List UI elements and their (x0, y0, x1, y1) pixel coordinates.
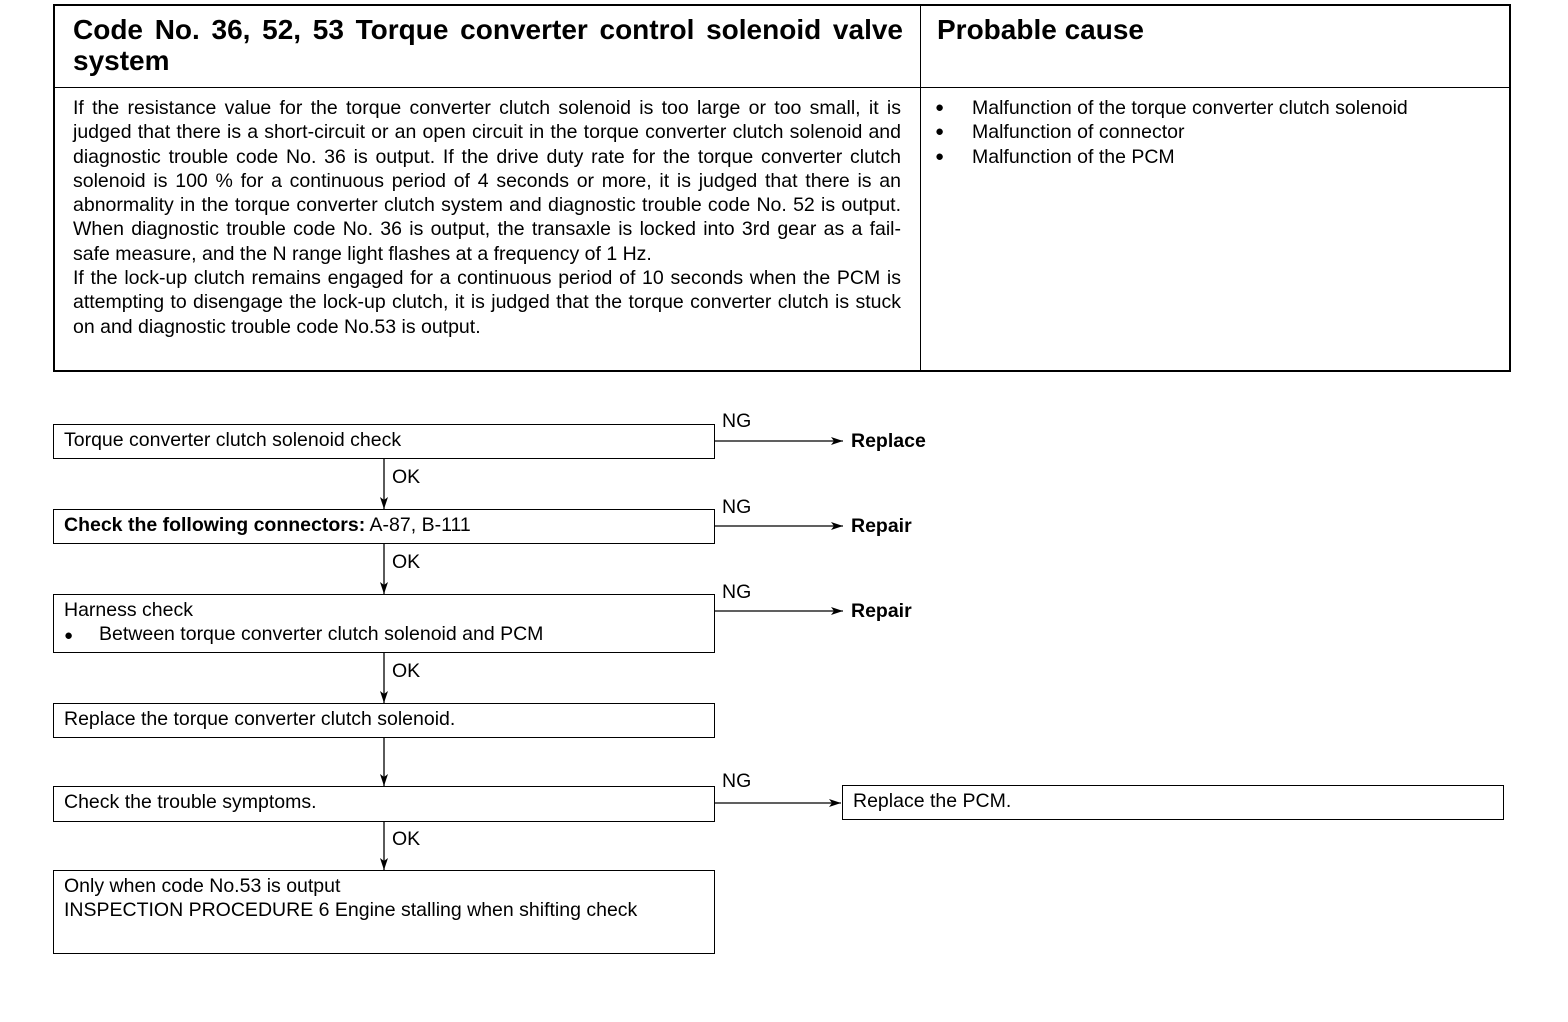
result-replace-pcm-text: Replace the PCM. (853, 790, 1012, 812)
step-check-symptoms (53, 786, 715, 822)
ng-label-2: NG (722, 496, 752, 518)
description-paragraph: If the resistance value for the torque converter clutch solenoid is too large or too small, it is judged that there is a short-circuit or an open circuit in the torque converter clutch solenoid and diagnostic trouble code No. 36 is output. If the drive duty rate for the torque converter clutch solenoid is 100 % for a continuous period of 4 seconds or more, it is judged that there is an abnormality in the torque converter clutch system and diagnostic trouble code No. 52 is output. When diagnostic trouble code No. 36 is output, the transaxle is locked into 3rd gear as a fail-safe measure, and the N range light flashes at a frequency of 1 Hz. (73, 97, 901, 265)
probable-cause-title: Probable cause (937, 14, 1144, 45)
step-replace-solenoid-text: Replace the torque converter clutch solenoid. (64, 708, 456, 730)
cause-item: ● Malfunction of the torque converter clutch solenoid (935, 96, 1408, 120)
ok-label-3: OK (392, 660, 421, 682)
cause-item: ● Malfunction of the PCM (935, 145, 1408, 169)
step-solenoid-check-text: Torque converter clutch solenoid check (64, 429, 402, 451)
description-paragraph: If the lock-up clutch remains engaged for a continuous period of 10 seconds when the PCM is attempting to disengage the lock-up clutch, it is judged that the torque converter clutch is stuck on and diagnostic trouble code No.53 is output. (73, 267, 901, 338)
cause-item: ● Malfunction of connector (935, 120, 1408, 144)
result-repair-harness: Repair (851, 600, 912, 622)
step-connector-check-list: A-87, B-111 (365, 514, 471, 536)
result-replace: Replace (851, 430, 926, 452)
result-replace-pcm (842, 785, 1504, 820)
ok-label-1: OK (392, 466, 421, 488)
step-connector-check-bold: Check the following connectors: (64, 514, 366, 536)
step-code53-procedure (53, 870, 715, 954)
step-connector-check (53, 509, 715, 544)
step-check-symptoms-text: Check the trouble symptoms. (64, 791, 317, 813)
step-code53-condition: Only when code No.53 is output (64, 875, 341, 897)
ng-label-5: NG (722, 770, 752, 792)
step-harness-check-title: Harness check (64, 599, 193, 621)
bullet-icon: ● (64, 627, 74, 644)
step-harness-check-detail: Between torque converter clutch solenoid and PCM (99, 623, 544, 645)
result-repair-connector: Repair (851, 515, 912, 537)
step-code53-procedure-text: INSPECTION PROCEDURE 6 Engine stalling when shifting check (64, 899, 638, 921)
code-title: Code No. 36, 52, 53 Torque converter control solenoid valve system (73, 14, 903, 76)
step-replace-solenoid (53, 703, 715, 738)
ok-label-2: OK (392, 551, 421, 573)
ok-label-5: OK (392, 828, 421, 850)
step-harness-check (53, 594, 715, 653)
ng-label-1: NG (722, 410, 752, 432)
ng-label-3: NG (722, 581, 752, 603)
step-solenoid-check (53, 424, 715, 459)
